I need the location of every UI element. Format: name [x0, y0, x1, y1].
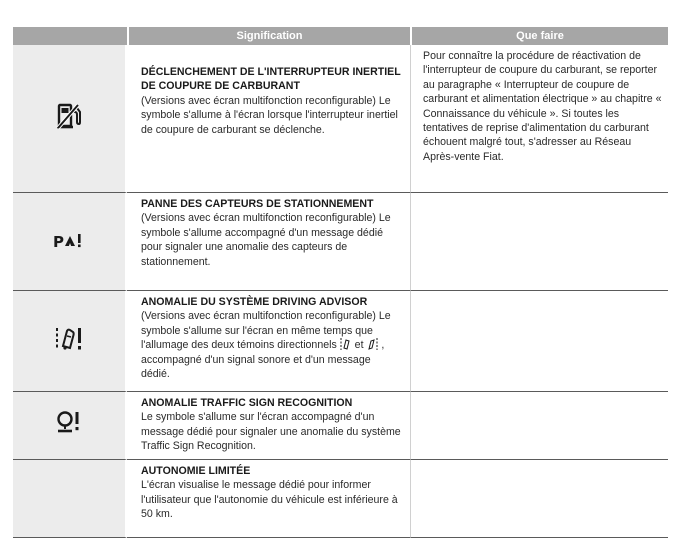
header-icon-column: [13, 27, 127, 45]
icon-cell: [13, 45, 127, 193]
header-que-faire: Que faire: [410, 27, 668, 45]
que-faire-cell: [410, 291, 668, 392]
row-title: ANOMALIE DU SYSTÈME DRIVING ADVISOR: [141, 296, 368, 308]
table-row: [13, 392, 668, 460]
row-description-end: , accompagné d'un signal sonore et d'un message dédié.: [141, 339, 385, 381]
row-title: DÉCLENCHEMENT DE L'INTERRUPTEUR INERTIEL DE COUPURE DE CARBURANT: [141, 66, 401, 93]
row-action: Pour connaître la procédure de réactivation de l'interrupteur de coupure du carburant, se reporter au paragraphe « Interrupteur de coupure de carburant et alimentation électrique » au chapitre « Connaissance du véhicule ». Si toutes les tentatives de reprise d'alimentation du carburant échouent malgré tout, s'adresser au Réseau Après-vente Fiat.: [423, 50, 662, 163]
que-faire-cell: [410, 392, 668, 460]
row-title: ANOMALIE TRAFFIC SIGN RECOGNITION: [141, 397, 353, 409]
row-description: (Versions avec écran multifonction reconfigurable) Le symbole s'allume accompagné d'un message dédié pour signaler une anomalie des capteurs de stationnement.: [141, 212, 391, 268]
icon-cell: [13, 291, 127, 392]
parking-letter: P: [53, 232, 63, 251]
right-turn-indicator-icon: [366, 338, 378, 350]
row-title: PANNE DES CAPTEURS DE STATIONNEMENT: [141, 198, 374, 210]
que-faire-cell: [410, 193, 668, 291]
row-description-mid: et: [354, 339, 364, 352]
fuel-cutoff-switch-icon: [56, 102, 82, 130]
row-description: Le symbole s'allume sur l'écran accompagné d'un message dédié pour signaler une anomalie du système Traffic Sign Recognition.: [141, 411, 401, 453]
icon-cell: [13, 460, 127, 538]
traffic-sign-recognition-fault-icon: [56, 410, 82, 436]
table-row: [13, 460, 668, 538]
row-description: [141, 309, 402, 381]
warning-lights-table: [13, 27, 668, 538]
icon-cell: [13, 193, 127, 291]
table-row: [13, 291, 668, 392]
signification-cell: [127, 392, 410, 460]
row-title: AUTONOMIE LIMITÉE: [141, 465, 251, 477]
icon-cell: [13, 392, 127, 460]
driving-advisor-fault-icon: [54, 325, 84, 353]
row-description: L'écran visualise le message dédié pour informer l'utilisateur que l'autonomie du véhicule est inférieure à 50 km.: [141, 479, 398, 521]
table-header-row: [13, 27, 668, 45]
left-turn-indicator-icon: [340, 338, 352, 350]
header-signification: Signification: [127, 27, 410, 45]
table-row: [13, 193, 668, 291]
parking-sensor-fault-icon: [53, 232, 85, 249]
table-row: [13, 45, 668, 193]
row-description-text: (Versions avec écran multifonction reconfigurable) Le symbole s'allume sur l'écran en même temps que l'allumage des deux témoins directionnels: [141, 310, 391, 352]
signification-cell: [127, 193, 410, 291]
signification-cell: [127, 460, 410, 538]
signification-cell: [127, 45, 410, 193]
row-description: (Versions avec écran multifonction reconfigurable) Le symbole s'allume à l'écran lorsque l'interrupteur inertiel de coupure de carburant se déclenche.: [141, 94, 398, 136]
que-faire-cell: [410, 45, 668, 193]
signification-cell: [127, 291, 410, 392]
que-faire-cell: [410, 460, 668, 538]
